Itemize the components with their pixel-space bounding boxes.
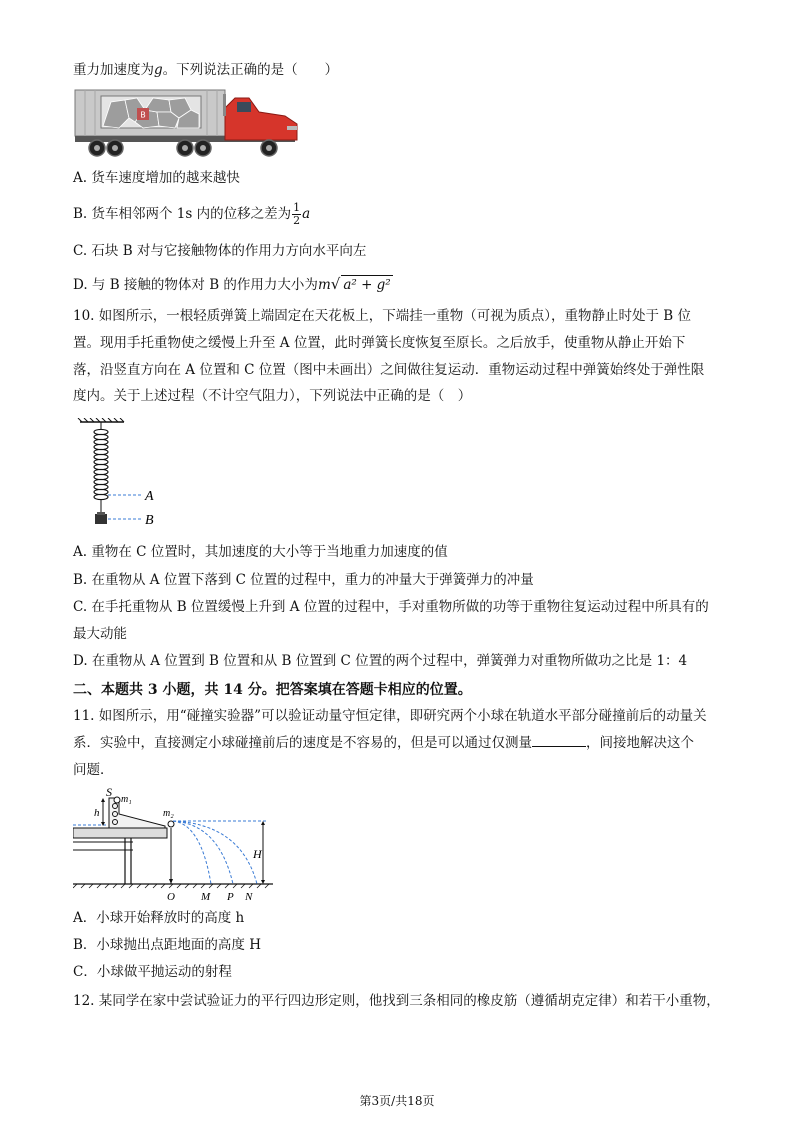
label-N: N <box>245 891 253 903</box>
q10-line-2: 置。现用手托重物使之缓慢上升至 A 位置，此时弹簧长度恢复至原长。之后放手，使重物从静止开始下 <box>73 335 686 351</box>
truck-figure <box>73 88 305 160</box>
page-footer: 第3页/共18页 <box>359 1094 435 1108</box>
label-H: H <box>253 847 262 861</box>
q10-option-c-line-1: C. 在手托重物从 B 位置缓慢上升到 A 位置的过程中，手对重物所做的功等于重物往复运动过程中所具有的 <box>73 599 709 615</box>
label-m1: m₁ <box>121 794 132 805</box>
q11-option-c: C．小球做平抛运动的射程 <box>73 964 232 980</box>
q9-intro: 重力加速度为g。下列说法正确的是（ ） <box>73 62 339 78</box>
q10-line-1: 10. 如图所示，一根轻质弹簧上端固定在天花板上，下端挂一重物（可视为质点），重物静止时处于 B 位 <box>73 308 692 324</box>
q9-option-a: A. 货车速度增加的越来越快 <box>73 170 240 186</box>
label-m2: m₂ <box>163 808 174 819</box>
q11-option-a: A．小球开始释放时的高度 h <box>73 910 245 926</box>
collision-apparatus-figure <box>73 784 283 906</box>
label-O: O <box>167 891 175 903</box>
q10-line-4: 度内。关于上述过程（不计空气阻力），下列说法中正确的是（ ） <box>73 388 472 404</box>
label-M: M <box>201 891 211 903</box>
q10-option-a: A. 重物在 C 位置时，其加速度的大小等于当地重力加速度的值 <box>73 544 448 560</box>
q10-option-d: D. 在重物从 A 位置到 B 位置和从 B 位置到 C 位置的两个过程中，弹簧弹力对重物所做功之比是 1：4 <box>73 653 688 669</box>
label-s: S <box>106 785 112 799</box>
q11-option-b: B．小球抛出点距地面的高度 H <box>73 937 261 953</box>
spring-figure <box>76 418 166 533</box>
q11-line-1: 11. 如图所示，用“碰撞实验器”可以验证动量守恒定律，即研究两个小球在轨道水平部分碰撞前后的动量关 <box>73 708 707 724</box>
q10-option-c-line-2: 最大动能 <box>73 626 127 642</box>
q10-option-b: B. 在重物从 A 位置下落到 C 位置的过程中，重力的冲量大于弹簧弹力的冲量 <box>73 572 534 588</box>
q9-option-d: D. 与 B 接触的物体对 B 的作用力大小为m√ a² + g² <box>73 275 391 293</box>
q9-option-c: C. 石块 B 对与它接触物体的作用力方向水平向左 <box>73 243 367 259</box>
position-b-label: B <box>145 513 154 528</box>
label-P: P <box>227 891 234 903</box>
q10-line-3: 落，沿竖直方向在 A 位置和 C 位置（图中未画出）之间做往复运动．重物运动过程中弹簧始终处于弹性限 <box>73 362 705 378</box>
position-a-label: A <box>145 489 154 504</box>
sqrt-expression: a² + g² <box>343 277 391 293</box>
q11-line-3: 问题． <box>73 762 114 778</box>
var-g: g <box>154 62 163 78</box>
label-h: h <box>94 807 100 819</box>
answer-blank <box>532 734 586 747</box>
q12-line-1: 12. 某同学在家中尝试验证力的平行四边形定则，他找到三条相同的橡皮筋（遵循胡克定律）和若干小重物， <box>73 993 720 1009</box>
fraction-half: $\frac{1}{2}$ <box>293 201 301 227</box>
stone-b-label: B <box>140 110 146 120</box>
q11-line-2: 系．实验中，直接测定小球碰撞前后的速度是不容易的，但是可以通过仅测量 ，间接地解决这个 <box>73 735 694 751</box>
q9-option-b: B. 货车相邻两个 1s 内的位移之差为 $\frac{1}{2}$ a <box>73 201 311 227</box>
section-2-heading: 二、本题共 3 小题，共 14 分。把答案填在答题卡相应的位置。 <box>73 682 472 698</box>
